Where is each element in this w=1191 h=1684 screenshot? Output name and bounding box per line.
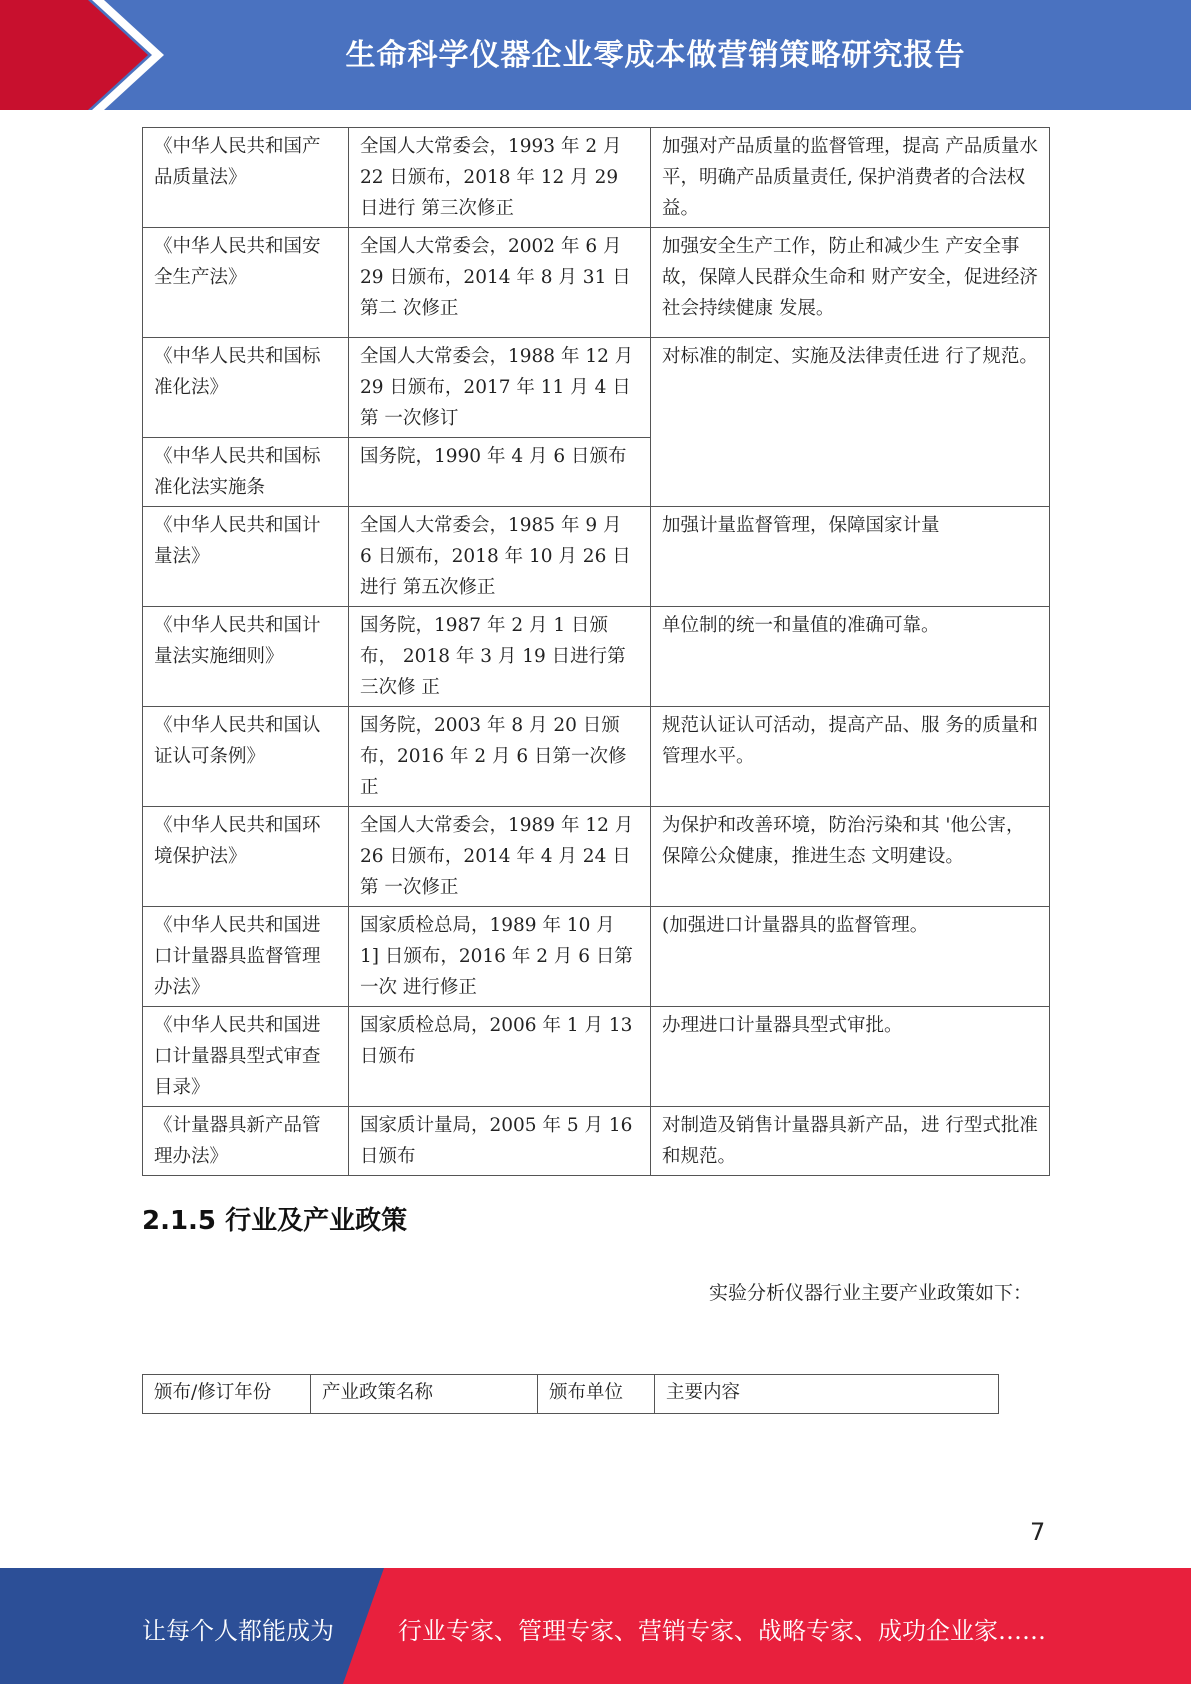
law-content-cell: 加强安全生产工作，防止和减少生 产安全事故，保障人民群众生命和 财产安全，促进经济社会持续健康 发展。 [651,228,1050,338]
law-name-cell: 《中华人民共和国计 量法实施细则》 [143,607,349,707]
law-issuer-cell: 国务院，1990 年 4 月 6 日颁布 [349,438,651,507]
law-name-cell: 《中华人民共和国进 口计量器具监督管理 办法》 [143,907,349,1007]
table-row [143,607,1050,707]
page-footer [0,1568,1191,1684]
law-content-cell: 为保护和改善环境，防治污染和其 '他公害，保障公众健康，推进生态 文明建设。 [651,807,1050,907]
law-issuer-cell: 全国人大常委会，2002 年 6 月 29 日颁布，2014 年 8 月 31 日第二 次修正 [349,228,651,338]
section-heading: 2.1.5 行业及产业政策 [142,1206,408,1236]
law-name-cell: 《中华人民共和国进 口计量器具型式审查 目录》 [143,1007,349,1107]
law-name-cell: 《中华人民共和国产 品质量法》 [143,128,349,228]
report-title: 生命科学仪器企业零成本做营销策略研究报告 [345,38,966,73]
column-header-issuer: 颁布单位 [538,1375,655,1414]
law-issuer-cell: 全国人大常委会，1988 年 12 月 29 日颁布，2017 年 11 月 4 日第 一次修订 [349,338,651,438]
law-issuer-cell: 全国人大常委会，1989 年 12 月 26 日颁布，2014 年 4 月 24 日第 一次修正 [349,807,651,907]
page-number: 7 [1030,1518,1046,1546]
law-content-cell: 规范认证认可活动，提高产品、服 务的质量和管理水平。 [651,707,1050,807]
law-content-cell: 单位制的统一和量值的准确可靠。 [651,607,1050,707]
column-header-content: 主要内容 [655,1375,999,1414]
table-row [143,707,1050,807]
law-content-cell: 对标准的制定、实施及法律责任进 行了规范。 [651,338,1050,507]
law-name-cell: 《中华人民共和国安 全生产法》 [143,228,349,338]
law-name-cell: 《中华人民共和国计 量法》 [143,507,349,607]
law-content-cell: (加强进口计量器具的监督管理。 [651,907,1050,1007]
law-issuer-cell: 国家质检总局，2006 年 1 月 13 日颁布 [349,1007,651,1107]
table-header-row [143,1375,999,1414]
table-row [143,338,1050,438]
column-header-policy-name: 产业政策名称 [311,1375,538,1414]
law-issuer-cell: 国务院，2003 年 8 月 20 日颁布，2016 年 2 月 6 日第一次修正 [349,707,651,807]
table-row [143,507,1050,607]
law-name-cell: 《计量器具新产品管 理办法》 [143,1107,349,1176]
law-issuer-cell: 全国人大常委会，1993 年 2 月 22 日颁布，2018 年 12 月 29 日进行 第三次修正 [349,128,651,228]
table-row [143,807,1050,907]
law-issuer-cell: 全国人大常委会，1985 年 9 月 6 日颁布，2018 年 10 月 26 日进行 第五次修正 [349,507,651,607]
table-row [143,1107,1050,1176]
table-row [143,128,1050,228]
law-issuer-cell: 国务院，1987 年 2 月 1 日颁布， 2018 年 3 月 19 日进行第三次修 正 [349,607,651,707]
intro-paragraph: 实验分析仪器行业主要产业政策如下： [709,1282,1033,1304]
law-name-cell: 《中华人民共和国环 境保护法》 [143,807,349,907]
law-table [142,127,1050,1176]
footer-slogan-left: 让每个人都能成为 [142,1617,334,1645]
law-content-cell: 加强计量监督管理，保障国家计量 [651,507,1050,607]
column-header-year: 颁布/修订年份 [143,1375,311,1414]
footer-slogan-right: 行业专家、管理专家、营销专家、战略专家、成功企业家…… [398,1617,1046,1645]
law-name-cell: 《中华人民共和国标 准化法实施条 [143,438,349,507]
law-issuer-cell: 国家质计量局，2005 年 5 月 16 日颁布 [349,1107,651,1176]
policy-table [142,1374,999,1414]
law-name-cell: 《中华人民共和国认 证认可条例》 [143,707,349,807]
law-issuer-cell: 国家质检总局，1989 年 10 月 1] 日颁布，2016 年 2 月 6 日第一次 进行修正 [349,907,651,1007]
table-row [143,228,1050,338]
law-content-cell: 办理进口计量器具型式审批。 [651,1007,1050,1107]
page-header [0,0,1191,110]
law-content-cell: 对制造及销售计量器具新产品，进 行型式批准和规范。 [651,1107,1050,1176]
law-content-cell: 加强对产品质量的监督管理，提高 产品质量水平，明确产品质量责任, 保护消费者的合法权益。 [651,128,1050,228]
table-row [143,1007,1050,1107]
law-name-cell: 《中华人民共和国标 准化法》 [143,338,349,438]
table-row [143,907,1050,1007]
